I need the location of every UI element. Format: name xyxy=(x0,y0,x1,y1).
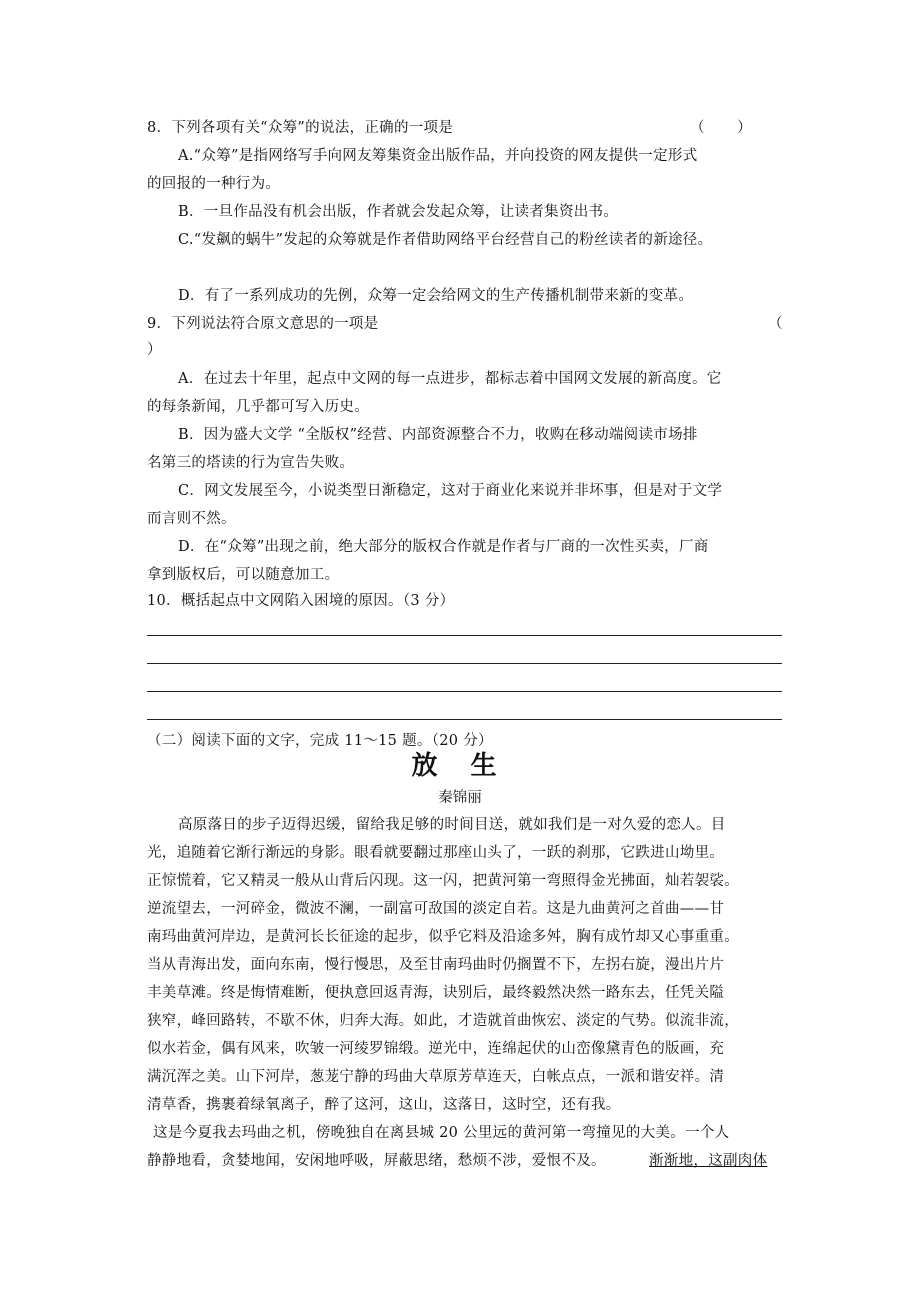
q8-option-a-line1: A.“众筹”是指网络写手向网友筹集资金出版作品，并向投资的网友提供一定形式 xyxy=(178,148,698,164)
article-line: 高原落日的步子迈得迟缓，留给我足够的时间目送，就如我们是一对久爱的恋人。目 xyxy=(178,817,726,833)
q9-option-d-line1: D．在“众筹”出现之前，绝大部分的版权合作就是作者与厂商的一次性买卖，厂商 xyxy=(178,539,709,555)
article-line: 清草香，携裹着绿氧离子，醉了这河，这山，这落日，这时空，还有我。 xyxy=(147,1097,621,1113)
article-line: 南玛曲黄河岸边，是黄河长长征途的起步，似乎它料及沿途多舛，胸有成竹却又心事重重。 xyxy=(147,929,739,945)
article-line: 狭窄，峰回路转，不歇不休，归奔大海。如此，才造就首曲恢宏、淡定的气势。似流非流， xyxy=(147,1013,739,1029)
answer-line-1[interactable] xyxy=(147,635,782,636)
q9-option-b-line1: B．因为盛大文学 “全版权”经营、内部资源整合不力，收购在移动端阅读市场排 xyxy=(178,427,698,443)
q8-option-a-line2: 的回报的一种行为。 xyxy=(147,176,281,192)
article-line: 静静地看，贪婪地闻，安闲地呼吸，屏蔽思绪，愁烦不涉，爱恨不及。 xyxy=(147,1153,606,1169)
q9-option-c-line2: 而言则不然。 xyxy=(147,511,236,527)
q10-stem: 10．概括起点中文网陷入困境的原因。（3 分） xyxy=(147,593,455,609)
q9-paren-open: （ xyxy=(768,316,783,332)
answer-line-3[interactable] xyxy=(147,691,782,692)
answer-line-4[interactable] xyxy=(147,719,782,720)
answer-line-2[interactable] xyxy=(147,663,782,664)
article-line: 当从青海出发，面向东南，慢行慢思，及至甘南玛曲时仍搁置不下，左拐右旋，漫出片片 xyxy=(147,957,725,973)
section-heading: （二）阅读下面的文字，完成 11～15 题。（20 分） xyxy=(147,733,493,749)
article-underlined-phrase: 渐渐地，这副肉体 xyxy=(649,1153,768,1169)
q9-option-b-line2: 名第三的塔读的行为宣告失败。 xyxy=(147,455,355,471)
article-line: 这是今夏我去玛曲之机，傍晚独自在离县城 20 公里远的黄河第一弯撞见的大美。一个人 xyxy=(153,1125,730,1141)
article-line: 满沉浑之美。山下河岸，葱茏宁静的玛曲大草原芳草连天，白帐点点，一派和谐安祥。清 xyxy=(147,1069,725,1085)
q9-option-c-line1: C．网文发展至今，小说类型日渐稳定，这对于商业化来说并非坏事，但是对于文学 xyxy=(178,483,723,499)
q8-option-d: D．有了一系列成功的先例，众筹一定会给网文的生产传播机制带来新的变革。 xyxy=(178,288,694,304)
q8-answer-paren: （ ） xyxy=(690,120,766,136)
article-line: 逆流望去，一河碎金，微波不澜，一副富可敌国的淡定自若。这是九曲黄河之首曲——甘 xyxy=(147,901,725,917)
q9-option-d-line2: 拿到版权后，可以随意加工。 xyxy=(147,567,340,583)
article-line: 丰美草滩。终是悔情难断，便执意回返青海，诀别后，最终毅然决然一路东去，任凭关隘 xyxy=(147,985,725,1001)
q8-stem: 8．下列各项有关“众筹”的说法，正确的一项是 xyxy=(147,120,454,136)
q9-paren-close: ） xyxy=(147,342,162,358)
article-line: 似水若金，偶有风来，吹皱一河绫罗锦缎。逆光中，连绵起伏的山峦像黛青色的版画，充 xyxy=(147,1041,725,1057)
article-author: 秦锦丽 xyxy=(438,790,482,806)
article-title: 放 生 xyxy=(411,751,509,781)
q8-option-c: C.“发飙的蜗牛”发起的众筹就是作者借助网络平台经营自己的粉丝读者的新途径。 xyxy=(178,232,713,248)
q9-stem: 9．下列说法符合原文意思的一项是 xyxy=(147,316,379,332)
q8-option-b: B．一旦作品没有机会出版，作者就会发起众筹，让读者集资出书。 xyxy=(178,204,619,220)
article-line: 正惊慌着，它又精灵一般从山背后闪现。这一闪，把黄河第一弯照得金光拂面，灿若袈裟。 xyxy=(147,873,739,889)
q9-option-a-line2: 的每条新闻，几乎都可写入历史。 xyxy=(147,399,369,415)
q9-option-a-line1: A．在过去十年里，起点中文网的每一点进步，都标志着中国网文发展的新高度。它 xyxy=(178,371,722,387)
article-line: 光，追随着它渐行渐远的身影。眼看就要翻过那座山头了，一跃的刹那，它跌进山坳里。 xyxy=(147,845,725,861)
